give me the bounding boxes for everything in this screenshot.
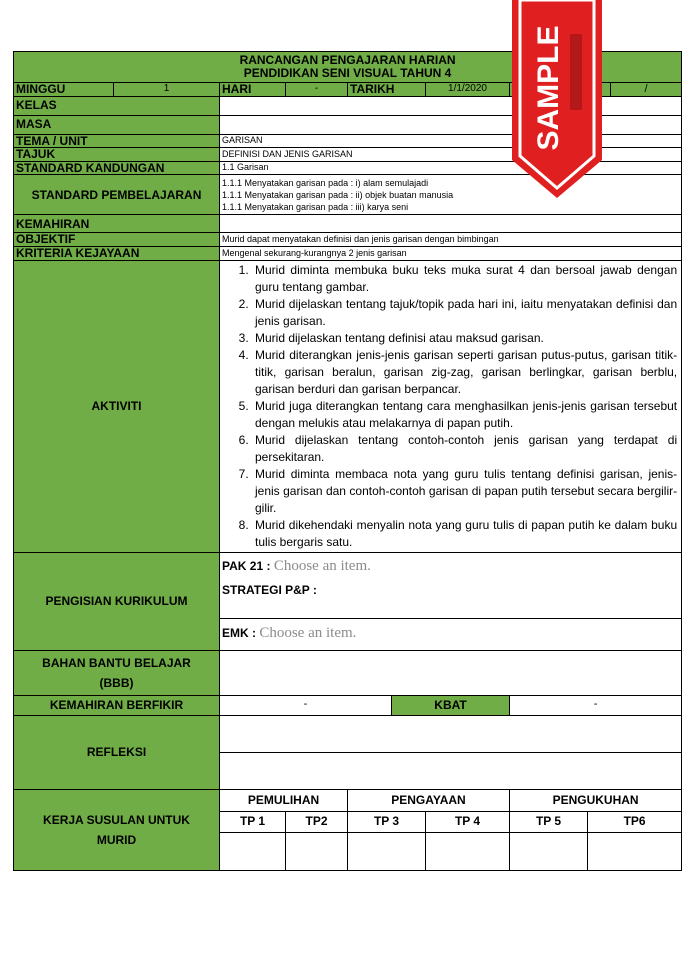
pengayaan-header: PENGAYAAN	[348, 789, 510, 811]
pak21-label: PAK 21 :	[222, 558, 271, 573]
tp5-cell[interactable]	[510, 832, 588, 870]
tp3-header: TP 3	[348, 811, 426, 832]
aktiviti-item-2: 2. Murid dijelaskan tentang tajuk/topik pada hari ini, iaitu menyatakan definisi dan jenis garisan.	[252, 296, 677, 330]
kelas-value[interactable]	[220, 96, 682, 115]
title-line-1: RANCANGAN PENGAJARAN HARIAN	[239, 53, 456, 68]
aktiviti-item-1: 1. Murid diminta membuka buku teks muka surat 4 dan bersoal jawab dengan guru tentang gambar.	[252, 262, 677, 296]
tp6-header: TP6	[588, 811, 682, 832]
kerja-susulan-label	[14, 789, 220, 870]
tarikh-label: TARIKH	[348, 83, 426, 97]
tajuk-label: TAJUK	[14, 148, 220, 162]
pengisian-kurikulum-label: PENGISIAN KURIKULUM	[14, 552, 220, 650]
strategi-row	[220, 581, 682, 618]
standard-pembelajaran-label: STANDARD PEMBELAJARAN	[14, 175, 220, 215]
standard-kandungan-value: 1.1 Garisan	[220, 161, 682, 175]
kerja-susulan-line-1: KERJA SUSULAN UNTUK	[43, 812, 190, 827]
sp-line-3: 1.1.1 Menyatakan garisan pada : iii) karya seni	[222, 201, 409, 212]
aktiviti-item-4: 4. Murid diterangkan jenis-jenis garisan seperti garisan putus-putus, garisan titik-titik, garisan beralun, garisan zig-zag, garisan berlingkar, garisan berblu, garisan berduri dan garisan berpancar.	[252, 347, 677, 398]
tp1-header: TP 1	[220, 811, 286, 832]
tp5-header: TP 5	[510, 811, 588, 832]
hari-label: HARI	[220, 83, 286, 97]
tp4-cell[interactable]	[426, 832, 510, 870]
kriteria-label: KRITERIA KEJAYAAN	[14, 246, 220, 260]
bbb-value[interactable]	[220, 650, 682, 695]
aktiviti-list	[220, 262, 681, 551]
kemahiran-label: KEMAHIRAN	[14, 215, 220, 233]
masa-label: MASA	[14, 115, 220, 134]
tema-label: TEMA / UNIT	[14, 134, 220, 148]
pengukuhan-header: PENGUKUHAN	[510, 789, 682, 811]
refleksi-line-2[interactable]	[220, 752, 682, 789]
bbb-line-2: (BBB)	[99, 675, 134, 690]
aktiviti-item-6: 6. Murid dijelaskan tentang contoh-contoh jenis garisan yang terdapat di persekitaran.	[252, 432, 677, 466]
refleksi-label: REFLEKSI	[14, 715, 220, 789]
sample-ribbon	[512, 0, 602, 198]
sp-line-1: 1.1.1 Menyatakan garisan pada : i) alam semulajadi	[222, 177, 429, 188]
pemulihan-header: PEMULIHAN	[220, 789, 348, 811]
tp6-cell[interactable]	[588, 832, 682, 870]
title-line-2: PENDIDIKAN SENI VISUAL TAHUN 4	[243, 66, 452, 80]
bbb-label	[14, 650, 220, 695]
aktiviti-label: AKTIVITI	[14, 260, 220, 552]
bbb-line-1: BAHAN BANTU BELAJAR	[42, 655, 191, 670]
aktiviti-item-8: 8. Murid dikehendaki menyalin nota yang guru tulis di papan putih ke dalam buku tulis bergaris satu.	[252, 517, 677, 551]
objektif-value: Murid dapat menyatakan definisi dan jenis garisan dengan bimbingan	[220, 233, 682, 247]
masa-value[interactable]	[220, 115, 682, 134]
pak21-row	[220, 552, 682, 581]
tp2-cell[interactable]	[286, 832, 348, 870]
masa-slash: /	[611, 83, 682, 97]
standard-kandungan-label: STANDARD KANDUNGAN	[14, 161, 220, 175]
emk-row	[220, 618, 682, 650]
tp1-cell[interactable]	[220, 832, 286, 870]
objektif-label: OBJEKTIF	[14, 233, 220, 247]
minggu-label: MINGGU	[14, 83, 114, 97]
aktiviti-item-7: 7. Murid diminta membaca nota yang guru tulis tentang definisi garisan, jenis-jenis garisan dan contoh-contoh garisan di papan putih tersebut secara bergilir-gilir.	[252, 466, 677, 517]
minggu-value: 1	[114, 83, 220, 97]
kemahiran-value[interactable]	[220, 215, 682, 233]
standard-pembelajaran-value	[220, 175, 682, 215]
aktiviti-item-3: 3. Murid dijelaskan tentang definisi atau maksud garisan.	[252, 330, 677, 347]
strategi-label: STRATEGI P&P :	[222, 583, 317, 598]
kemahiran-berfikir-label: KEMAHIRAN BERFIKIR	[14, 695, 220, 715]
aktiviti-item-5: 5. Murid juga diterangkan tentang cara menghasilkan jenis-jenis garisan tersebut dengan melukis atau melakarnya di papan putih.	[252, 398, 677, 432]
tarikh-value: 1/1/2020	[426, 83, 510, 97]
kbat-label: KBAT	[392, 695, 510, 715]
tajuk-value: DEFINISI DAN JENIS GARISAN	[220, 148, 682, 162]
kemahiran-berfikir-value: -	[220, 695, 392, 715]
refleksi-line-1[interactable]	[220, 715, 682, 752]
ribbon-text: SAMPLE	[532, 25, 565, 151]
tp4-header: TP 4	[426, 811, 510, 832]
kriteria-value: Mengenal sekurang-kurangnya 2 jenis garisan	[220, 246, 682, 260]
tp2-header: TP2	[286, 811, 348, 832]
tema-value: GARISAN	[220, 134, 682, 148]
emk-label: EMK :	[222, 626, 256, 641]
kbat-value: -	[510, 695, 682, 715]
emk-dropdown[interactable]: Choose an item.	[259, 625, 357, 642]
pak21-dropdown[interactable]: Choose an item.	[273, 557, 371, 574]
hari-value: -	[286, 83, 348, 97]
tp3-cell[interactable]	[348, 832, 426, 870]
sp-line-2: 1.1.1 Menyatakan garisan pada : ii) objek buatan manusia	[222, 189, 454, 200]
kelas-label: KELAS	[14, 96, 220, 115]
kerja-susulan-line-2: MURID	[96, 832, 137, 847]
aktiviti-content	[220, 260, 682, 552]
